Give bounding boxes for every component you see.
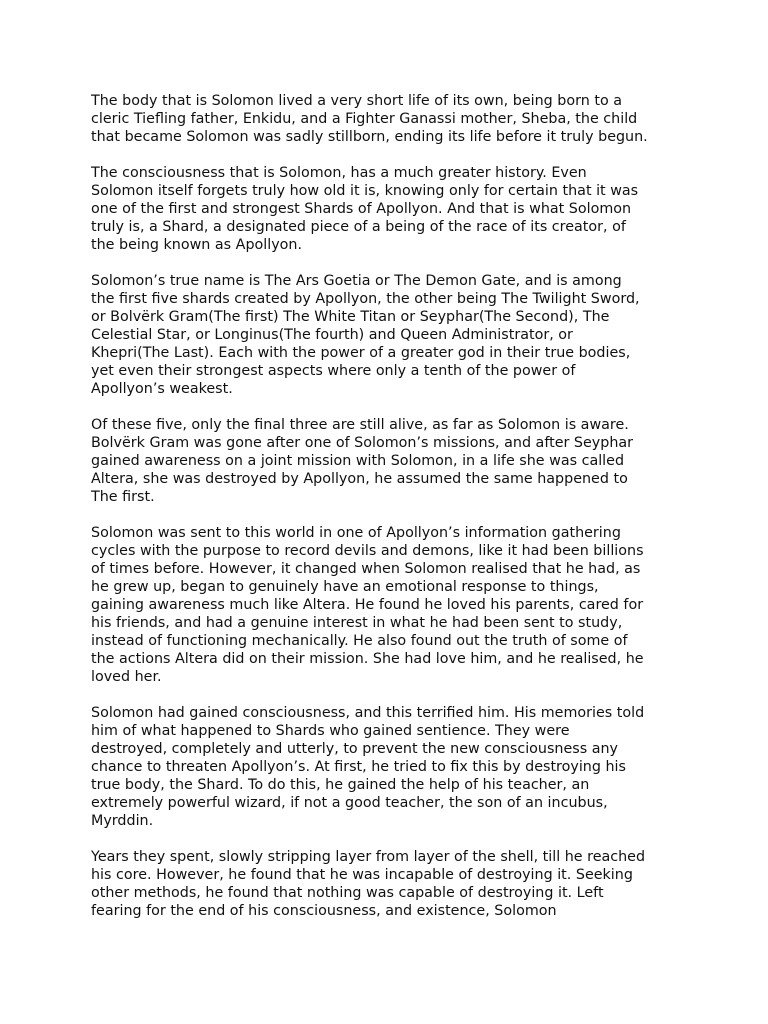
document-body [91,92,691,938]
paragraph: Years they spent, slowly stripping layer from layer of the shell, till he reached his core. However, he found that he was incapable of destroying it. Seeking other methods, he found that nothing was capable of destroying it. Left fearing for the end of his consciousness, and existence, Solomon [91,849,646,919]
paragraph: Of these five, only the final three are still alive, as far as Solomon is aware. Bolvërk Gram was gone after one of Solomon’s missions, and after Seyphar gained awareness on a joint mission with Solomon, in a life she was called Altera, she was destroyed by Apollyon, he assumed the same happened to The first. [91,417,634,505]
paragraph: The consciousness that is Solomon, has a much greater history. Even Solomon itself forgets truly how old it is, knowing only for certain that it was one of the first and strongest Shards of Apollyon. And that is what Solomon truly is, a Shard, a designated piece of a being of the race of its creator, of the being known as Apollyon. [91,165,639,253]
paragraph: Solomon was sent to this world in one of Apollyon’s information gathering cycles with the purpose to record devils and demons, like it had been billions of times before. However, it changed when Solomon realised that he had, as he grew up, began to genuinely have an emotional response to things, gaining awareness much like Altera. He found he loved his parents, cared for his friends, and had a genuine interest in what he had been sent to study, instead of functioning mechanically. He also found out the truth of some of the actions Altera did on their mission. She had love him, and he realised, he loved her. [91,525,644,685]
paragraph: Solomon had gained consciousness, and this terrified him. His memories told him of what happened to Shards who gained sentience. They were destroyed, completely and utterly, to prevent the new consciousness any chance to threaten Apollyon’s. At first, he tried to fix this by destroying his true body, the Shard. To do this, he gained the help of his teacher, an extremely powerful wizard, if not a good teacher, the son of an incubus, Myrddin. [91,705,645,829]
paragraph: Solomon’s true name is The Ars Goetia or The Demon Gate, and is among the first five shards created by Apollyon, the other being The Twilight Sword, or Bolvërk Gram(The first) The White Titan or Seyphar(The Second), The Celestial Star, or Longinus(The fourth) and Queen Administrator, or Khepri(The Last). Each with the power of a greater god in their true bodies, yet even their strongest aspects where only a tenth of the power of Apollyon’s weakest. [91,273,640,397]
paragraph: The body that is Solomon lived a very short life of its own, being born to a cleric Tiefling father, Enkidu, and a Fighter Ganassi mother, Sheba, the child that became Solomon was sadly stillborn, ending its life before it truly begun. [91,93,648,145]
